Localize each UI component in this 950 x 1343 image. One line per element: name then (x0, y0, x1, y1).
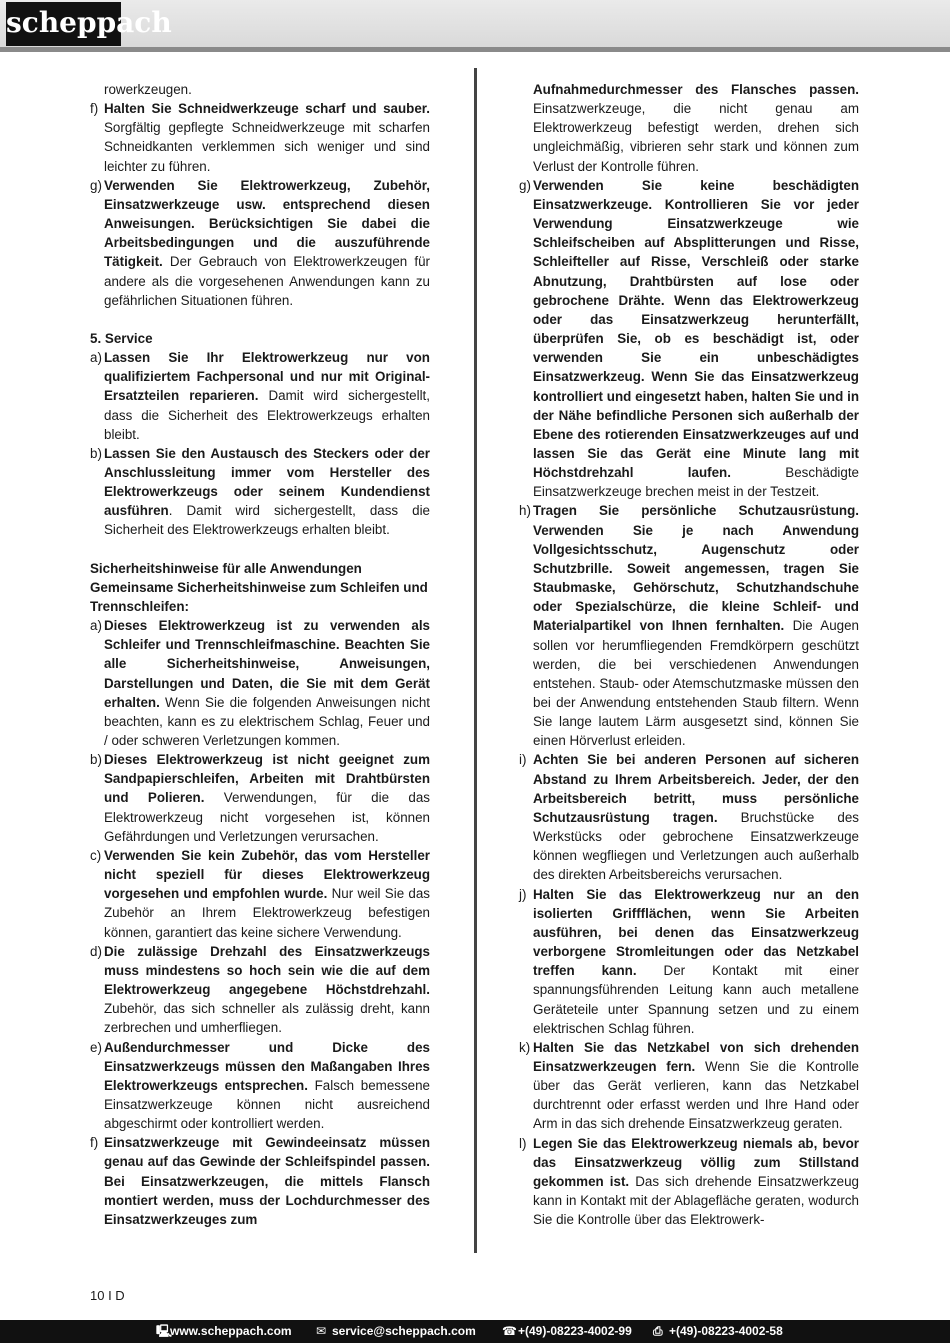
page-number: 10 I D (90, 1288, 125, 1303)
list-safety-continued (519, 176, 859, 1230)
header-rule (0, 47, 950, 52)
list-item: g) Verwenden Sie keine beschädigten Einsatzwerkzeuge. Kontrollieren Sie vor jeder Verwendung Einsatzwerkzeuge wie Schleifscheiben auf Absplitterungen und Risse, Schleifteller auf Risse, Verschleiß oder starke Abnutzung, Drahtbürsten auf lose oder gebrochene Drähte. Wenn das Elektrowerkzeug oder das Einsatzwerkzeug herunterfällt, überprüfen Sie, ob es beschädigt ist, oder verwenden Sie ein unbeschädigtes Einsatzwerkzeug. Wenn Sie das Einsatzwerkzeug kontrolliert und eingesetzt haben, halten Sie und in der Nähe befindliche Personen sich außerhalb der Ebene des rotierenden Einsatzwerkzeuges auf und lassen Sie das Gerät eine Minute lang mit Höchstdrehzahl laufen. Beschädigte Einsatzwerkzeuge brechen meist in der Testzeit. (519, 177, 859, 500)
list-item: c) Verwenden Sie kein Zubehör, das vom Hersteller nicht speziell für dieses Elektrowerkzeug vorgesehen und empfohlen wurde. Nur weil Sie das Zubehör an Ihrem Elektrowerkzeug befestigen können, garantiert das keine sichere Verwendung. (90, 847, 430, 940)
computer-icon: 🖳 (156, 1324, 173, 1338)
list-safety (90, 616, 430, 1229)
page-footer (0, 1320, 950, 1343)
fax-icon: ⎙ (653, 1324, 663, 1338)
right-column (519, 80, 859, 1229)
continued-text: rowerkzeugen. (104, 82, 192, 97)
list-item: b) Lassen Sie den Austausch des Steckers oder der Anschlussleitung immer vom Hersteller des Elektrowerkzeugs oder seinem Kundendienst ausführen. Damit wird sichergestellt, dass die Sicherheit des Elektrowerkzeugs erhalten bleibt. (90, 445, 430, 538)
footer-phone: +(49)-08223-4002-99 (518, 1324, 632, 1338)
list-item: a) Dieses Elektrowerkzeug ist zu verwenden als Schleifer und Trennschleifmaschine. Beachten Sie alle Sicherheitshinweise, Anweisungen, Darstellungen und Daten, die Sie mit dem Gerät erhalten. Wenn Sie die folgenden Anweisungen nicht beachten, kann es zu elektrischem Schlag, Feuer und / oder schweren Verletzungen kommen. (90, 618, 430, 748)
section-heading-service: 5. Service (90, 330, 153, 346)
list-item: a) Lassen Sie Ihr Elektrowerkzeug nur von qualifiziertem Fachpersonal und nur mit Original-Ersatzteilen reparieren. Damit wird sichergestellt, dass die Sicherheit des Elektrowerkzeugs erhalten bleibt. (90, 350, 430, 442)
section-subheading-safety: Gemeinsame Sicherheitshinweise zum Schleifen und Trennschleifen: (90, 579, 428, 614)
brand-logo: scheppach (6, 2, 121, 46)
list-item: f) Halten Sie Schneidwerkzeuge scharf und sauber. Sorgfältig gepflegte Schneidwerkzeuge mit scharfen Schneidkanten verklemmen sich weniger und sind leichter zu führen. (90, 101, 430, 174)
continued-text: Aufnahmedurchmesser des Flansches passen. Einsatzwerkzeuge, die nicht genau am Elektrowerkzeug befestigt werden, drehen sich ungleichmäßig, vibrieren sehr stark und können zum Verlust der Kontrolle führen. (533, 82, 859, 174)
left-column (90, 80, 430, 1229)
list-general (90, 99, 430, 310)
list-item: b) Dieses Elektrowerkzeug ist nicht geeignet zum Sandpapierschleifen, Arbeiten mit Drahtbürsten und Polieren. Verwendungen, für die das Elektrowerkzeug nicht vorgesehen ist, können Gefährdungen und Verletzungen verursachen. (90, 752, 430, 844)
list-item: e) Außendurchmesser und Dicke des Einsatzwerkzeugs müssen den Maßangaben Ihres Elektrowerkzeugs entsprechen. Falsch bemessene Einsatzwerkzeuge können nicht ausreichend abgeschirmt oder kontrolliert werden. (90, 1039, 430, 1132)
column-divider (474, 68, 477, 1253)
telephone-icon: ☎ (502, 1324, 517, 1338)
list-item: g) Verwenden Sie Elektrowerkzeug, Zubehör, Einsatzwerkzeuge usw. entsprechend diesen Anweisungen. Berücksichtigen Sie dabei die Arbeitsbedingungen und die auszuführende Tätigkeit. Der Gebrauch von Elektrowerkzeugen für andere als die vorgesehenen Anwendungen kann zu gefährlichen Situationen führen. (90, 177, 430, 308)
footer-web[interactable]: www.scheppach.com (170, 1324, 292, 1338)
list-item: i) Achten Sie bei anderen Personen auf sicheren Abstand zu Ihrem Arbeitsbereich. Jeder, der den Arbeitsbereich betritt, muss persönliche Schutzausrüstung tragen. Bruchstücke des Werkstücks oder gebrochene Einsatzwerkzeuge können wegfliegen und Verletzungen auch außerhalb des direkten Arbeitsbereichs verursachen. (519, 752, 859, 883)
footer-email[interactable]: service@scheppach.com (332, 1324, 476, 1338)
envelope-icon: ✉ (316, 1324, 327, 1338)
list-item: j) Halten Sie das Elektrowerkzeug nur an den isolierten Griffflächen, wenn Sie Arbeiten ausführen, bei denen das Einsatzwerkzeug verborgene Stromleitungen oder das Netzkabel treffen kann. Der Kontakt mit einer spannungsführenden Leitung kann auch metallene Geräteteile unter Spannung setzen und zu einem elektrischen Schlag führen. (519, 886, 859, 1036)
section-heading-safety: Sicherheitshinweise für alle Anwendungen (90, 560, 362, 576)
list-item: l) Legen Sie das Elektrowerkzeug niemals ab, bevor das Einsatzwerkzeug völlig zum Stillstand gekommen ist. Das sich drehende Einsatzwerkzeug kann in Kontakt mit der Ablagefläche geraten, wodurch Sie die Kontrolle über das Elektrowerk- (519, 1135, 859, 1228)
list-item: k) Halten Sie das Netzkabel von sich drehenden Einsatzwerkzeugen fern. Wenn Sie die Kontrolle über das Gerät verlieren, kann das Netzkabel durchtrennt oder erfasst werden und Ihre Hand oder Arm in das sich drehende Einsatzwerkzeug geraten. (519, 1039, 859, 1132)
footer-fax: +(49)-08223-4002-58 (669, 1324, 783, 1338)
list-item: h) Tragen Sie persönliche Schutzausrüstung. Verwenden Sie je nach Anwendung Vollgesichtsschutz, Augenschutz oder Schutzbrille. Soweit angemessen, tragen Sie Staubmaske, Gehörschutz, Schutzhandschuhe oder Spezialschürze, die kleine Schleif- und Materialpartikel von Ihnen fernhalten. Die Augen sollen vor herumfliegenden Fremdkörpern geschützt werden, die bei verschiedenen Anwendungen entstehen. Staub- oder Atemschutzmaske müssen den bei der Anwendung entstehenden Staub filtern. Wenn Sie lange lautem Lärm ausgesetzt sind, können Sie einen Hörverlust erleiden. (519, 503, 859, 749)
list-service (90, 348, 430, 540)
list-item: d) Die zulässige Drehzahl des Einsatzwerkzeugs muss mindestens so hoch sein wie die auf dem Elektrowerkzeug angegebene Höchstdrehzahl. Zubehör, das sich schneller als zulässig dreht, kann zerbrechen und umherfliegen. (90, 943, 430, 1036)
list-item: f) Einsatzwerkzeuge mit Gewindeeinsatz müssen genau auf das Gewinde der Schleifspindel passen. Bei Einsatzwerkzeugen, die mittels Flansch montiert werden, muss der Lochdurchmesser des Einsatzwerkzeuges zum (90, 1135, 430, 1227)
